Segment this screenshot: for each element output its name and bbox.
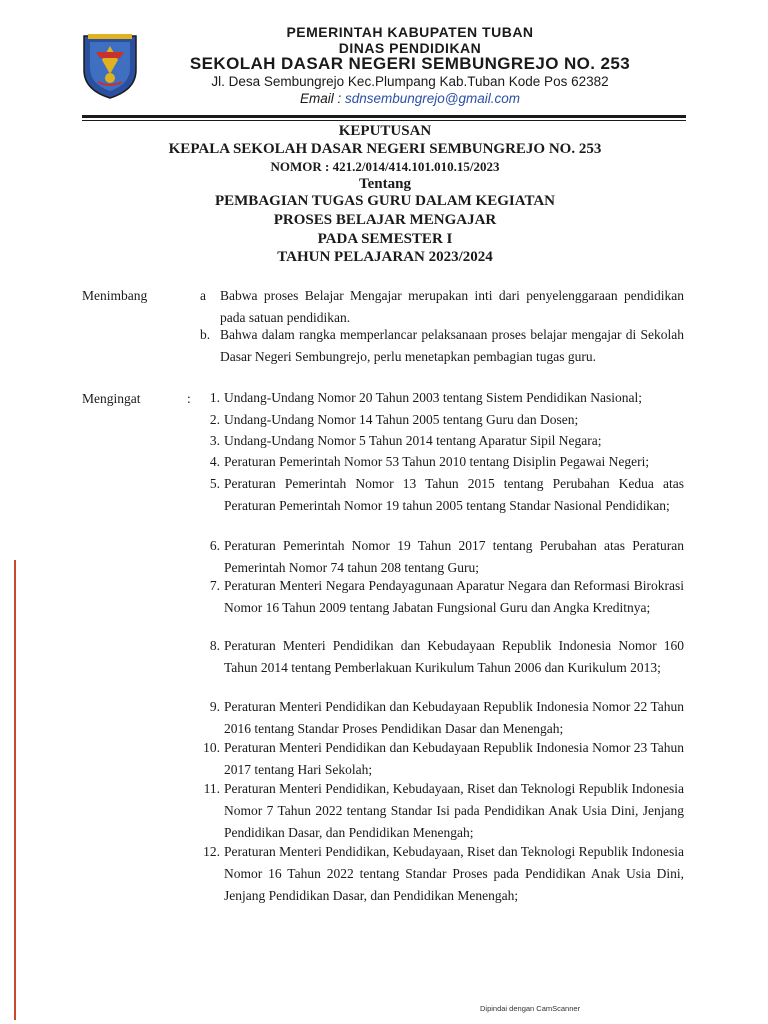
list-item (190, 535, 684, 579)
list-item (190, 778, 684, 844)
list-item-number: 6. (209, 538, 220, 553)
regency-emblem-logo (80, 30, 140, 100)
menimbang-item (200, 285, 684, 329)
list-item-text: Peraturan Menteri Pendidikan dan Kebudayaan Republik Indonesia Nomor 160 Tahun 2014 tentang Pemberlakuan Kurikulum Tahun 2006 dan Kurikulum 2013; (224, 638, 684, 675)
list-item-number: 4. (209, 454, 220, 469)
menimbang-item-marker: b. (200, 327, 211, 342)
menimbang-label: Menimbang (82, 288, 148, 303)
decree-about: Tentang (359, 176, 411, 192)
menimbang-item-marker: a (200, 288, 206, 303)
email-label: Email : (299, 91, 345, 106)
list-item (190, 387, 684, 409)
letterhead-government: PEMERINTAH KABUPATEN TUBAN (286, 24, 534, 40)
list-item-text: Peraturan Pemerintah Nomor 13 Tahun 2015 tentang Perubahan Kedua atas Peraturan Pemerintah Nomor 19 tahun 2005 tentang Standar Nasional Pendidikan; (224, 476, 684, 513)
list-item-text: Undang-Undang Nomor 20 Tahun 2003 tentang Sistem Pendidikan Nasional; (224, 390, 642, 405)
list-item (190, 737, 684, 781)
list-item-number: 11. (203, 781, 220, 796)
letterhead-divider-thin (82, 120, 686, 121)
list-item (190, 635, 684, 679)
email-address: sdnsembungrejo@gmail.com (344, 91, 521, 106)
letterhead-divider-thick (82, 115, 686, 118)
list-item (190, 473, 684, 517)
decree-issuer: KEPALA SEKOLAH DASAR NEGERI SEMBUNGREJO NO. 253 (168, 141, 602, 157)
letterhead-school-name: SEKOLAH DASAR NEGERI SEMBUNGREJO NO. 253 (189, 54, 631, 73)
decree-subject-line-1: PEMBAGIAN TUGAS GURU DALAM KEGIATAN (214, 193, 556, 209)
list-item-text: Peraturan Menteri Pendidikan, Kebudayaan, Riset dan Teknologi Republik Indonesia Nomor 16 Tahun 2022 tentang Standar Proses pada Pendidikan Anak Usia Dini, Jenjang Pendidikan Dasar, dan Pendidikan Menengah; (224, 844, 684, 903)
list-item (190, 409, 684, 431)
decree-subject-line-2: PROSES BELAJAR MENGAJAR (273, 212, 497, 228)
list-item-text: Peraturan Menteri Negara Pendayagunaan Aparatur Negara dan Reformasi Birokrasi Nomor 16 Tahun 2009 tentang Jabatan Fungsional Guru dan Angka Kreditnya; (224, 578, 684, 615)
list-item-number: 7. (209, 578, 220, 593)
list-item-text: Peraturan Pemerintah Nomor 53 Tahun 2010 tentang Disiplin Pegawai Negeri; (224, 454, 650, 469)
list-item-number: 5. (209, 476, 220, 491)
letterhead-email-line (150, 91, 670, 106)
list-item (190, 430, 684, 452)
list-item-number: 12. (203, 844, 220, 859)
list-item-text: Undang-Undang Nomor 14 Tahun 2005 tentang Guru dan Dosen; (224, 412, 579, 427)
list-item (190, 696, 684, 740)
menimbang-item-text: Babwa proses Belajar Mengajar merupakan inti dari penyelenggaraan pendidikan pada satuan pendidikan. (220, 288, 684, 325)
menimbang-item-text: Bahwa dalam rangka memperlancar pelaksanaan proses belajar mengajar di Sekolah Dasar Negeri Sembungrejo, perlu menetapkan pembagian tugas guru. (220, 327, 684, 364)
decree-type: KEPUTUSAN (338, 123, 432, 139)
list-item-number: 1. (209, 390, 220, 405)
list-item (190, 451, 684, 473)
list-item-text: Peraturan Menteri Pendidikan, Kebudayaan, Riset dan Teknologi Republik Indonesia Nomor 7 Tahun 2022 tentang Standar Isi pada Pendidikan Anak Usia Dini, Jenjang Pendidikan Dasar, dan Pendidikan Menengah; (224, 781, 684, 840)
list-item-text: Peraturan Pemerintah Nomor 19 Tahun 2017 tentang Perubahan atas Peraturan Pemerintah Nomor 74 tahun 208 tentang Guru; (224, 538, 684, 575)
letterhead-department: DINAS PENDIDIKAN (338, 40, 482, 56)
list-item (190, 841, 684, 907)
list-item (190, 575, 684, 619)
list-item-text: Peraturan Menteri Pendidikan dan Kebudayaan Republik Indonesia Nomor 22 Tahun 2016 tentang Standar Proses Pendidikan Dasar dan Menengah; (224, 699, 684, 736)
decree-subject-line-4: TAHUN PELAJARAN 2023/2024 (277, 249, 493, 265)
list-item-text: Undang-Undang Nomor 5 Tahun 2014 tentang Aparatur Sipil Negara; (224, 433, 602, 448)
scanner-watermark: Dipindai dengan CamScanner (480, 1004, 581, 1013)
decree-subject-line-3: PADA SEMESTER I (317, 231, 453, 247)
list-item-text: Peraturan Menteri Pendidikan dan Kebudayaan Republik Indonesia Nomor 23 Tahun 2017 tentang Hari Sekolah; (224, 740, 684, 777)
menimbang-item (200, 324, 684, 368)
letterhead-address: Jl. Desa Sembungrejo Kec.Plumpang Kab.Tuban Kode Pos 62382 (211, 74, 609, 89)
mengingat-label: Mengingat (82, 391, 141, 406)
list-item-number: 8. (209, 638, 220, 653)
mengingat-colon: : (187, 391, 191, 406)
list-item-number: 2. (209, 412, 220, 427)
list-item-number: 3. (209, 433, 220, 448)
scan-edge-line (14, 560, 16, 1020)
list-item-number: 9. (209, 699, 220, 714)
list-item-number: 10. (203, 740, 220, 755)
decree-number: NOMOR : 421.2/014/414.101.010.15/2023 (270, 159, 500, 174)
